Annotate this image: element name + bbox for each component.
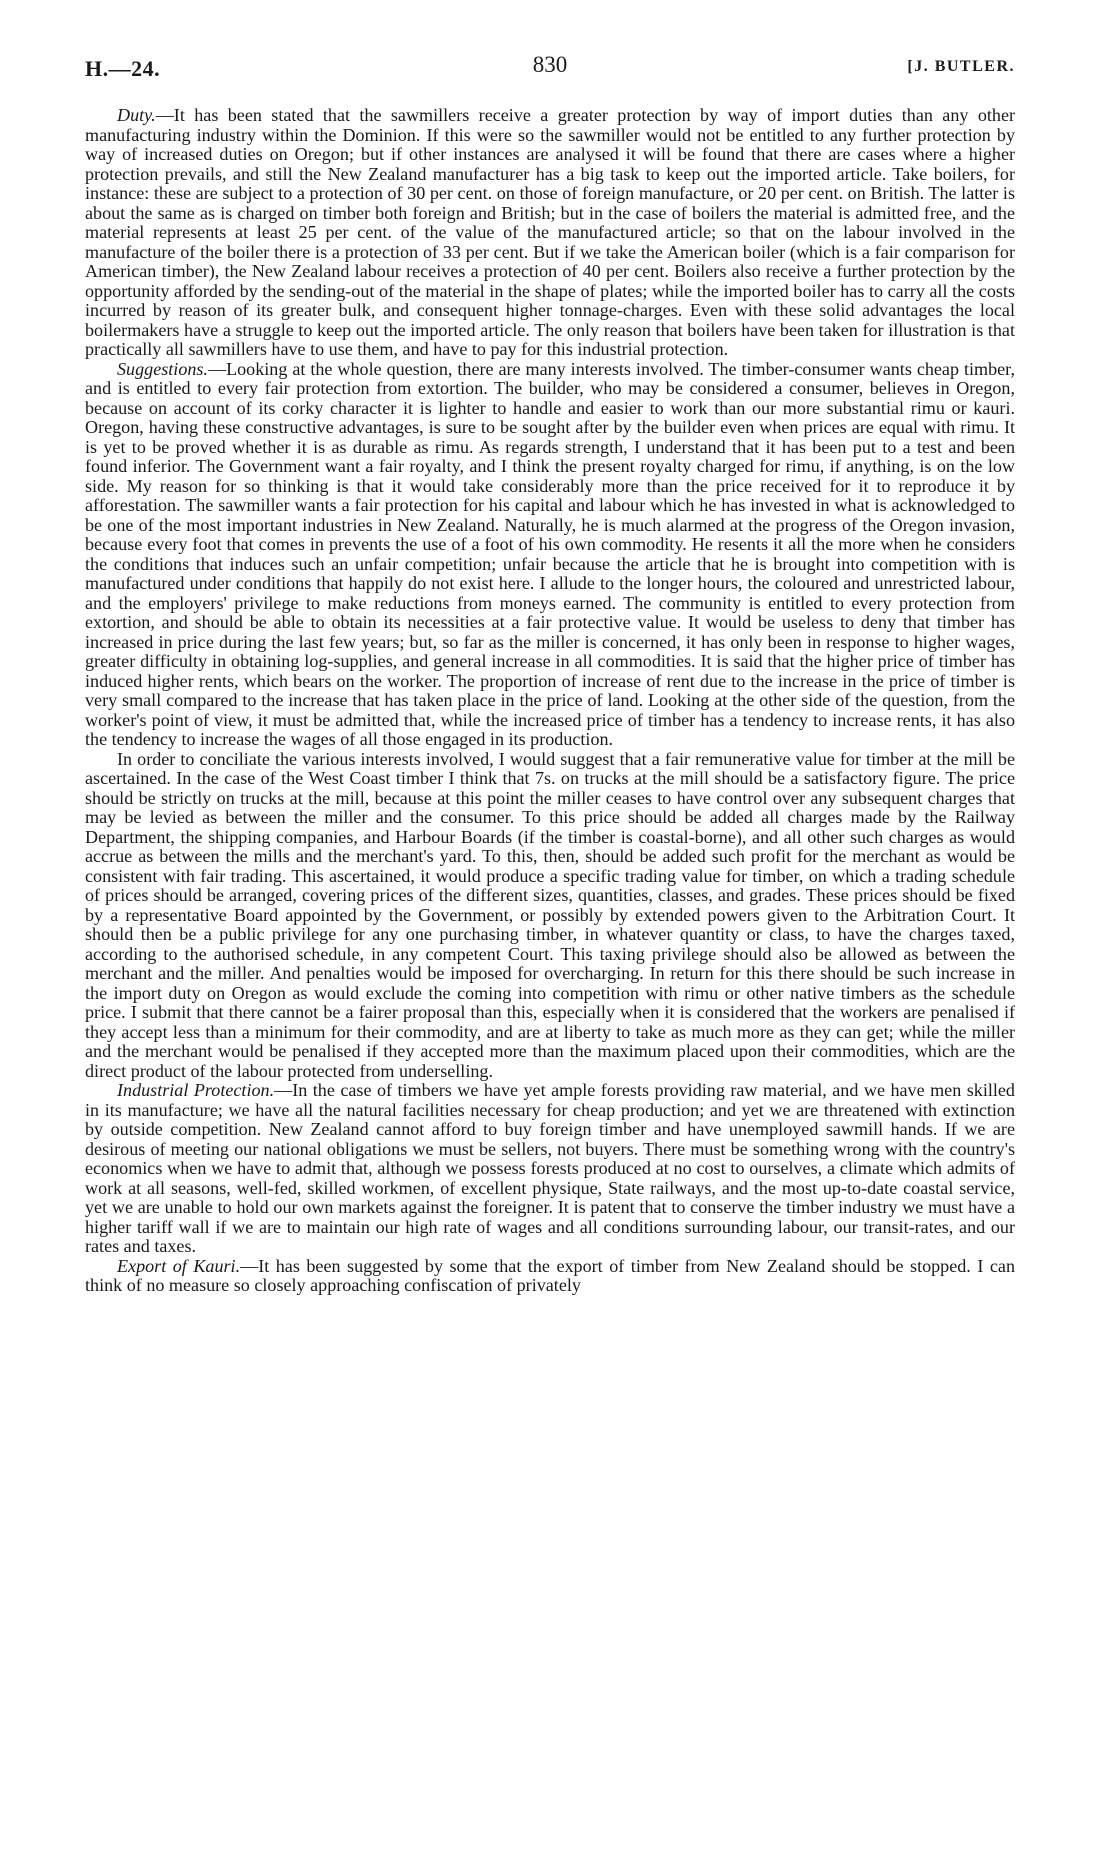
document-reference: H.—24. [85, 56, 161, 81]
body-text [85, 106, 1015, 1296]
paragraph-heading: Duty. [117, 105, 156, 125]
paragraph-duty [85, 106, 1015, 360]
paragraph-heading: Export of Kauri. [117, 1255, 241, 1276]
page-number: 830 [532, 52, 568, 77]
paragraph-heading: Suggestions. [117, 358, 208, 379]
paragraph-text: —In the case of timbers we have yet ample forests providing raw material, and we have men skilled in its manufacture; we have all the natural facilities necessary for cheap production; and yet we are threatened with extinction by outside competition. New Zealand cannot afford to buy foreign timber and have unemployed sawmill hands. If we are desirous of meeting our national obligations we must be sellers, not buyers. There must be something wrong with the country's economics when we have to admit that, although we possess forests produced at no cost to ourselves, a climate which admits of work at all seasons, well-fed, skilled workmen, of excellent physique, State railways, and the most up-to-date coastal service, yet we are unable to hold our own markets against the foreigner. It is patent that to conserve the timber industry we must have a higher tariff wall if we are to maintain our high rate of wages and all conditions surrounding labour, our transit-rates, and our rates and taxes. [85, 1080, 1015, 1256]
running-header [85, 50, 1015, 84]
paragraph-conciliate [85, 750, 1015, 1082]
paragraph-text: —It has been suggested by some that the export of timber from New Zealand should be stopped. I can think of no measure so closely approaching confiscation of privately [85, 1255, 1015, 1295]
document-page [85, 50, 1015, 1296]
paragraph-text: In order to conciliate the various interests involved, I would suggest that a fair remunerative value for timber at the mill be ascertained. In the case of the West Coast timber I think that 7s. on trucks at the mill should be a satisfactory figure. The price should be strictly on trucks at the mill, because at this point the miller ceases to have control over any subsequent charges that may be levied as between the miller and the consumer. To this price should be added all charges made by the Railway Department, the shipping companies, and Harbour Boards (if the timber is coastal-borne), and all other such charges as would accrue as between the mills and the merchant's yard. To this, then, should be added such profit for the merchant as would be consistent with fair trading. This ascertained, it would produce a specific trading value for timber, on which a trading schedule of prices should be arranged, covering prices of the different sizes, quantities, classes, and grades. These prices should be fixed by a representative Board appointed by the Government, or possibly by extended powers given to the Arbitration Court. It should then be a public privilege for any one purchasing timber, in whatever quantity or class, to have the charges taxed, according to the authorised schedule, in any competent Court. This taxing privilege should also be allowed as between the merchant and the miller. And penalties would be imposed for overcharging. In return for this there should be such increase in the import duty on Oregon as would exclude the coming into competition with rimu or other native timbers as the schedule price. I submit that there cannot be a fairer proposal than this, especially when it is considered that the workers are penalised if they accept less than a minimum for their commodity, and are at liberty to take as much more as they can get; while the miller and the merchant would be penalised if they accepted more than the maximum placed upon their commodities, which are the direct product of the labour protected from underselling. [85, 748, 1015, 1081]
paragraph-text: —It has been stated that the sawmillers receive a greater protection by way of import duties than any other manufacturing industry within the Dominion. If this were so the sawmiller would not be entitled to any further protection by way of increased duties on Oregon; but if other instances are analysed it will be found that there are cases where a higher protection prevails, and still the New Zealand manufacturer has a big task to keep out the imported article. Take boilers, for instance: these are subject to a protection of 30 per cent. on those of foreign manufacture, or 20 per cent. on British. The latter is about the same as is charged on timber both foreign and British; but in the case of boilers the material is admitted free, and the material represents at least 25 per cent. of the value of the manufactured article; so that on the labour involved in the manufacture of the boiler there is a protection of 33 per cent. But if we take the American boiler (which is a fair comparison for American timber), the New Zealand labour receives a protection of 40 per cent. Boilers also receive a further protection by the opportunity afforded by the sending-out of the material in the shape of plates; while the imported boiler has to carry all the costs incurred by reason of its greater bulk, and consequent higher tonnage-charges. Even with these solid advantages the local boilermakers have a struggle to keep out the imported article. The only reason that boilers have been taken for illustration is that practically all sawmillers have to use them, and have to pay for this industrial protection. [85, 105, 1015, 359]
paragraph-text: —Looking at the whole question, there are many interests involved. The timber-consumer wants cheap timber, and is entitled to every fair protection from extortion. The builder, who may be considered a consumer, believes in Oregon, because on account of its corky character it is lighter to handle and easier to work than our more substantial rimu or kauri. Oregon, having these constructive advantages, is sure to be sought after by the builder even when prices are equal with rimu. It is yet to be proved whether it is as durable as rimu. As regards strength, I understand that it has been put to a test and been found inferior. The Government want a fair royalty, and I think the present royalty charged for rimu, if anything, is on the low side. My reason for so thinking is that it would take considerably more than the price received for it to reproduce it by afforestation. The sawmiller wants a fair protection for his capital and labour which he has invested in what is acknowledged to be one of the most important industries in New Zealand. Naturally, he is much alarmed at the progress of the Oregon invasion, because every foot that comes in prevents the use of a foot of his own commodity. He resents it all the more when he considers the conditions that induces such an unfair competition; unfair because the article that he is brought into competition with is manufactured under conditions that happily do not exist here. I allude to the longer hours, the coloured and unrestricted labour, and the employers' privilege to make reductions from moneys earned. The community is entitled to every protection from extortion, and should be able to obtain its necessities at a fair protective value. It would be useless to deny that timber has increased in price during the last few years; but, so far as the miller is concerned, it has only been in response to higher wages, greater difficulty in obtaining log-supplies, and general increase in all commodities. It is said that the higher price of timber has induced higher rents, which bears on the worker. The proportion of increase of rent due to the increase in the price of timber is very small compared to the increase that has taken place in the price of land. Looking at the other side of the question, from the worker's point of view, it must be admitted that, while the increased price of timber has a tendency to increase rents, it has also the tendency to increase the wages of all those engaged in its production. [85, 358, 1015, 749]
witness-name: [J. BUTLER. [907, 58, 1015, 75]
paragraph-suggestions [85, 360, 1015, 750]
paragraph-export-of-kauri [85, 1257, 1015, 1296]
paragraph-industrial-protection [85, 1081, 1015, 1257]
paragraph-heading: Industrial Protection. [117, 1080, 275, 1100]
